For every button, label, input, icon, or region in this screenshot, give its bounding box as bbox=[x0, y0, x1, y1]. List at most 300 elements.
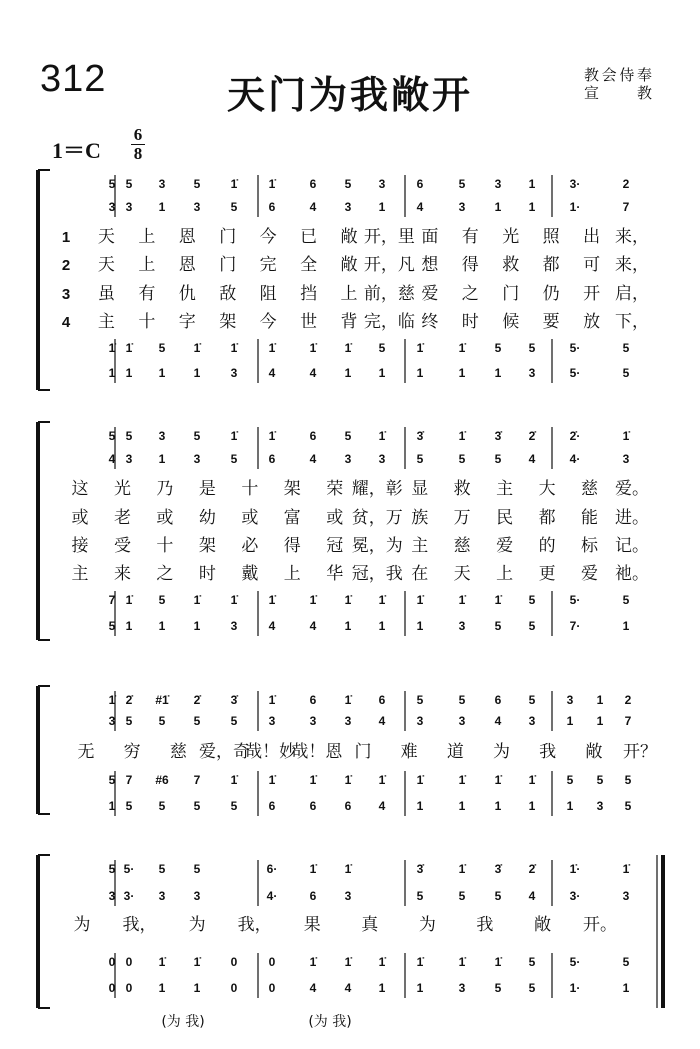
lyric-syllable: 上 bbox=[138, 255, 156, 275]
melody-note: 1̇ bbox=[344, 693, 352, 707]
lyric-syllable: 敞 bbox=[585, 742, 603, 762]
lyric-syllable: 或 bbox=[241, 508, 259, 528]
lyric-syllable: 架 bbox=[198, 536, 216, 556]
melody-note: 3 bbox=[344, 200, 352, 214]
bass-note: 1 bbox=[193, 366, 201, 380]
lyric-syllable: 无 bbox=[77, 742, 95, 762]
bass-note: 1̇ bbox=[230, 341, 238, 355]
lyric-syllable: 光 bbox=[113, 479, 131, 499]
bass-note: 1̇ bbox=[158, 955, 166, 969]
bass-note: 6 bbox=[268, 799, 276, 813]
lyric-syllable: 冠 bbox=[326, 536, 344, 556]
echo-annotation: (为 我) bbox=[308, 1014, 352, 1030]
credit-source: 宣 教 bbox=[584, 84, 652, 102]
lyric-syllable: 为 bbox=[418, 915, 436, 935]
lyric-syllable: 必 bbox=[241, 536, 259, 556]
bass-note: 1̇ bbox=[125, 341, 133, 355]
melody-note: 5 bbox=[125, 177, 133, 191]
melody-note: 6 bbox=[378, 693, 386, 707]
bass-note: 5 bbox=[528, 619, 536, 633]
bass-note: 7 bbox=[108, 593, 116, 607]
hymn-title: 天门为我敞开 bbox=[226, 73, 473, 117]
melody-note: 5 bbox=[193, 714, 201, 728]
melody-note: 6 bbox=[268, 452, 276, 466]
melody-note: 1̇ bbox=[378, 429, 386, 443]
bass-note: 1̇ bbox=[458, 955, 466, 969]
bass-note: 4 bbox=[268, 366, 276, 380]
lyric-syllable: 上 bbox=[283, 564, 301, 584]
lyric-syllable: 开？ bbox=[623, 742, 657, 762]
melody-note: 3 bbox=[158, 889, 166, 903]
lyric-syllable: 爱，奇 bbox=[199, 742, 250, 762]
melody-note: 4 bbox=[378, 714, 386, 728]
melody-note: 5 bbox=[230, 200, 238, 214]
lyric-syllable: 门 bbox=[219, 227, 237, 247]
lyric-syllable: 开 bbox=[583, 284, 601, 304]
bass-note: 4 bbox=[344, 981, 352, 995]
melody-note: 3 bbox=[193, 200, 201, 214]
lyric-syllable: 难 bbox=[400, 742, 418, 762]
bass-note: 1 bbox=[378, 619, 386, 633]
lyric-syllable: 照 bbox=[542, 227, 560, 247]
bass-note: 1 bbox=[458, 799, 466, 813]
melody-note: 3 bbox=[344, 889, 352, 903]
lyric-syllable: 万 bbox=[453, 508, 471, 528]
bass-note: 4 bbox=[309, 619, 317, 633]
lyric-syllable: 受 bbox=[113, 536, 131, 556]
melody-note: 5 bbox=[344, 429, 352, 443]
bass-note: 5 bbox=[125, 799, 133, 813]
melody-note: 5 bbox=[344, 177, 352, 191]
melody-note: 3 bbox=[344, 714, 352, 728]
bass-note: 1 bbox=[494, 799, 502, 813]
hymn-number: 312 bbox=[40, 58, 107, 100]
melody-note: 3 bbox=[158, 177, 166, 191]
lyric-syllable: 仇 bbox=[178, 284, 196, 304]
lyric-syllable: 开。 bbox=[583, 915, 617, 935]
bass-note: 1 bbox=[416, 619, 424, 633]
melody-note: 1̇ bbox=[108, 693, 116, 707]
melody-note: 5 bbox=[108, 177, 116, 191]
lyric-syllable: 或 bbox=[71, 508, 89, 528]
lyric-syllable: 慈 bbox=[581, 479, 599, 499]
melody-note: 6· bbox=[266, 862, 278, 876]
lyric-syllable: 之 bbox=[461, 284, 479, 304]
bass-note: 5 bbox=[158, 341, 166, 355]
lyric-syllable: 华 bbox=[326, 564, 344, 584]
lyric-syllable: 穷 bbox=[123, 742, 141, 762]
bass-note: 1̇ bbox=[458, 773, 466, 787]
bass-note: 1̇ bbox=[344, 955, 352, 969]
lyric-syllable: 在 bbox=[411, 564, 429, 584]
lyric-syllable: 上 bbox=[496, 564, 514, 584]
melody-note: 6 bbox=[268, 200, 276, 214]
melody-note: 1̇ bbox=[230, 177, 238, 191]
melody-note: 1 bbox=[596, 714, 604, 728]
lyric-syllable: 贫，万 bbox=[351, 508, 403, 528]
melody-note: 5· bbox=[123, 862, 135, 876]
bass-note: 0 bbox=[125, 981, 133, 995]
bass-note: 5 bbox=[622, 955, 630, 969]
melody-note: 5 bbox=[193, 177, 201, 191]
bass-note: 1̇ bbox=[378, 593, 386, 607]
meter-denominator: 8 bbox=[133, 144, 143, 163]
melody-note: 5 bbox=[108, 862, 116, 876]
lyric-syllable: 爱 bbox=[496, 536, 514, 556]
bass-note: 1 bbox=[494, 366, 502, 380]
lyric-syllable: 主 bbox=[97, 312, 115, 332]
lyric-syllable: 已 bbox=[300, 227, 318, 247]
melody-note: 3 bbox=[108, 200, 116, 214]
melody-note: 1 bbox=[528, 177, 536, 191]
lyric-syllable: 上 bbox=[138, 227, 156, 247]
bass-note: 1̇ bbox=[344, 341, 352, 355]
bass-note: 5 bbox=[624, 799, 632, 813]
melody-note: 4 bbox=[108, 452, 116, 466]
melody-note: 5 bbox=[125, 714, 133, 728]
melody-note: 1· bbox=[569, 200, 581, 214]
bass-note: 1 bbox=[622, 981, 630, 995]
lyric-syllable: 天 bbox=[97, 227, 115, 247]
melody-note: 1̇ bbox=[622, 862, 630, 876]
lyric-syllable: 冕，为 bbox=[351, 536, 403, 556]
bass-note: 1̇ bbox=[458, 593, 466, 607]
bass-note: 1̇ bbox=[416, 773, 424, 787]
bass-note: 1̇ bbox=[494, 773, 502, 787]
lyric-syllable: 更 bbox=[538, 564, 556, 584]
lyric-syllable: 终 bbox=[421, 312, 439, 332]
lyric-syllable: 显 bbox=[411, 479, 429, 499]
lyric-syllable: 果 bbox=[303, 915, 321, 935]
bass-note: 1̇ bbox=[309, 341, 317, 355]
bass-note: 0 bbox=[108, 955, 116, 969]
bass-note: 1̇ bbox=[268, 341, 276, 355]
lyric-syllable: 这 bbox=[71, 479, 89, 499]
melody-note: 2̇ bbox=[193, 693, 201, 707]
bass-note: 5 bbox=[528, 981, 536, 995]
lyric-syllable: 十 bbox=[138, 312, 156, 332]
melody-note: 6 bbox=[494, 693, 502, 707]
lyric-syllable: 阻 bbox=[259, 284, 277, 304]
melody-note: 5 bbox=[458, 889, 466, 903]
melody-note: 3 bbox=[344, 452, 352, 466]
bass-note: 1 bbox=[125, 619, 133, 633]
lyric-syllable: 有 bbox=[138, 284, 156, 304]
melody-note: 3 bbox=[158, 429, 166, 443]
bass-note: 1̇ bbox=[458, 341, 466, 355]
lyric-syllable: 敌 bbox=[219, 284, 237, 304]
bass-note: 1̇ bbox=[230, 593, 238, 607]
melody-note: 3 bbox=[416, 714, 424, 728]
bass-note: 5· bbox=[569, 366, 581, 380]
melody-note: 3 bbox=[622, 452, 630, 466]
lyric-syllable: 完 bbox=[259, 255, 277, 275]
bass-note: 1̇ bbox=[378, 773, 386, 787]
bass-note: 5 bbox=[622, 366, 630, 380]
melody-note: 5 bbox=[458, 452, 466, 466]
bass-note: 7 bbox=[125, 773, 133, 787]
lyric-syllable: 接 bbox=[71, 536, 89, 556]
bass-note: 1· bbox=[569, 981, 581, 995]
lyric-syllable: 真 bbox=[361, 915, 379, 935]
bass-note: 1 bbox=[108, 366, 116, 380]
credit-author: 教会侍奉 bbox=[584, 66, 652, 84]
bass-note: 5 bbox=[193, 799, 201, 813]
lyric-syllable: 今 bbox=[259, 227, 277, 247]
melody-note: 1 bbox=[378, 200, 386, 214]
melody-note: 6 bbox=[309, 429, 317, 443]
bass-note: 1̇ bbox=[268, 773, 276, 787]
melody-note: 3̇ bbox=[494, 862, 502, 876]
lyric-syllable: 面 bbox=[421, 227, 439, 247]
bass-note: 1̇ bbox=[309, 593, 317, 607]
bass-note: 1 bbox=[416, 366, 424, 380]
bass-note: 1̇ bbox=[193, 593, 201, 607]
bass-note: 1 bbox=[108, 799, 116, 813]
lyric-syllable: 哉！恩 bbox=[291, 742, 343, 762]
bass-note: 5 bbox=[494, 619, 502, 633]
melody-note: #1̇ bbox=[155, 693, 169, 707]
bass-note: 1 bbox=[378, 366, 386, 380]
melody-note: 5 bbox=[416, 452, 424, 466]
lyric-syllable: 得 bbox=[461, 255, 479, 275]
melody-note: 7 bbox=[622, 200, 630, 214]
melody-note: 3 bbox=[458, 714, 466, 728]
bass-note: 1 bbox=[566, 799, 574, 813]
bass-note: 1̇ bbox=[230, 773, 238, 787]
bass-note: 3 bbox=[458, 619, 466, 633]
melody-note: 3 bbox=[378, 177, 386, 191]
lyric-syllable: 救 bbox=[502, 255, 520, 275]
melody-note: 1̇ bbox=[268, 429, 276, 443]
lyric-syllable: 为 bbox=[73, 915, 91, 935]
bass-note: 5· bbox=[569, 955, 581, 969]
melody-note: 5 bbox=[458, 693, 466, 707]
lyric-syllable: 我， bbox=[122, 915, 157, 935]
bass-note: 5 bbox=[494, 341, 502, 355]
melody-note: 5 bbox=[158, 862, 166, 876]
lyric-syllable: 想 bbox=[421, 255, 439, 275]
bass-note: 4 bbox=[378, 799, 386, 813]
lyric-syllable: 冠，我 bbox=[351, 564, 403, 584]
bass-note: 1 bbox=[416, 981, 424, 995]
lyric-syllable: 戴 bbox=[241, 564, 259, 584]
lyric-syllable: 前，慈 bbox=[363, 284, 415, 304]
lyric-syllable: 架 bbox=[219, 312, 237, 332]
melody-note: 1 bbox=[158, 452, 166, 466]
bass-note: 4 bbox=[309, 366, 317, 380]
bass-note: 1̇ bbox=[193, 955, 201, 969]
lyric-syllable: 世 bbox=[300, 312, 318, 332]
bass-note: 1̇ bbox=[193, 341, 201, 355]
melody-note: 4 bbox=[494, 714, 502, 728]
bass-note: 1̇ bbox=[344, 773, 352, 787]
bass-note: 1 bbox=[378, 981, 386, 995]
bass-note: 1 bbox=[344, 366, 352, 380]
bass-note: 3 bbox=[458, 981, 466, 995]
lyric-syllable: 主 bbox=[71, 564, 89, 584]
melody-note: 3̇ bbox=[494, 429, 502, 443]
lyric-syllable: 字 bbox=[178, 312, 196, 332]
lyric-syllable: 来 bbox=[113, 564, 131, 584]
lyric-syllable: 或 bbox=[156, 508, 174, 528]
lyric-syllable: 仍 bbox=[542, 284, 560, 304]
melody-note: 4· bbox=[569, 452, 581, 466]
melody-note: 5 bbox=[494, 452, 502, 466]
lyric-syllable: 富 bbox=[283, 508, 301, 528]
bass-note: 3 bbox=[596, 799, 604, 813]
melody-note: 3 bbox=[378, 452, 386, 466]
melody-note: 3 bbox=[494, 177, 502, 191]
lyric-syllable: 爱 bbox=[581, 564, 599, 584]
lyric-syllable: 完，临 bbox=[363, 312, 415, 332]
lyric-syllable: 天 bbox=[453, 564, 471, 584]
bass-note: 1 bbox=[158, 981, 166, 995]
lyric-syllable: 记。 bbox=[615, 536, 649, 556]
bass-note: 1̇ bbox=[528, 773, 536, 787]
lyric-syllable: 门 bbox=[354, 742, 372, 762]
bass-note: 5 bbox=[108, 619, 116, 633]
lyric-syllable: 挡 bbox=[300, 284, 318, 304]
melody-note: 3 bbox=[125, 452, 133, 466]
lyric-syllable: 都 bbox=[538, 508, 556, 528]
bass-note: 1̇ bbox=[309, 955, 317, 969]
lyric-syllable: 开，里 bbox=[363, 227, 415, 247]
bass-note: 1 bbox=[528, 799, 536, 813]
bass-note: 1 bbox=[193, 619, 201, 633]
lyric-syllable: 我， bbox=[237, 915, 272, 935]
bass-note: 5 bbox=[158, 799, 166, 813]
lyric-syllable: 是 bbox=[198, 479, 216, 499]
lyric-syllable: 可 bbox=[583, 255, 601, 275]
bass-note: 5 bbox=[622, 341, 630, 355]
melody-note: 5 bbox=[193, 429, 201, 443]
bass-note: 1 bbox=[622, 619, 630, 633]
melody-note: 2̇ bbox=[125, 693, 133, 707]
melody-note: 1̇ bbox=[309, 862, 317, 876]
melody-note: 3 bbox=[566, 693, 574, 707]
bass-note: 3 bbox=[230, 619, 238, 633]
melody-note: 2 bbox=[624, 693, 632, 707]
bass-note: 1 bbox=[416, 799, 424, 813]
bass-note: 0 bbox=[268, 981, 276, 995]
lyric-syllable: 或 bbox=[326, 508, 344, 528]
echo-annotation: (为 我) bbox=[161, 1014, 205, 1030]
bass-note: 0 bbox=[268, 955, 276, 969]
lyric-syllable: 爱 bbox=[421, 284, 439, 304]
lyric-syllable: 全 bbox=[300, 255, 318, 275]
bass-note: 7· bbox=[569, 619, 581, 633]
bass-note: 1̇ bbox=[416, 593, 424, 607]
melody-note: 3· bbox=[123, 889, 135, 903]
lyric-syllable: 敞 bbox=[533, 915, 551, 935]
lyric-syllable: 进。 bbox=[615, 508, 649, 528]
bass-note: 1̇ bbox=[344, 593, 352, 607]
melody-note: 5 bbox=[416, 693, 424, 707]
bass-note: #6 bbox=[155, 773, 169, 787]
lyric-syllable: 大 bbox=[538, 479, 556, 499]
verse-number: 1 bbox=[61, 229, 71, 246]
lyric-syllable: 我 bbox=[539, 742, 557, 762]
lyric-syllable: 门 bbox=[219, 255, 237, 275]
lyric-syllable: 得 bbox=[283, 536, 301, 556]
bass-note: 3 bbox=[528, 366, 536, 380]
bass-note: 0 bbox=[125, 955, 133, 969]
lyric-syllable: 敞 bbox=[340, 227, 358, 247]
melody-note: 3 bbox=[528, 714, 536, 728]
bass-note: 1̇ bbox=[494, 593, 502, 607]
lyric-syllable: 出 bbox=[583, 227, 601, 247]
lyric-syllable: 能 bbox=[581, 508, 599, 528]
melody-note: 4 bbox=[528, 889, 536, 903]
melody-note: 3 bbox=[622, 889, 630, 903]
bass-note: 5 bbox=[566, 773, 574, 787]
melody-note: 6 bbox=[416, 177, 424, 191]
melody-note: 1̇ bbox=[268, 693, 276, 707]
lyric-syllable: 时 bbox=[198, 564, 216, 584]
bass-note: 1 bbox=[458, 366, 466, 380]
lyric-syllable: 开，凡 bbox=[363, 255, 415, 275]
lyric-syllable: 老 bbox=[113, 508, 131, 528]
melody-note: 5 bbox=[193, 862, 201, 876]
bass-note: 5 bbox=[528, 341, 536, 355]
bass-note: 0 bbox=[230, 955, 238, 969]
melody-note: 3̇ bbox=[230, 693, 238, 707]
melody-note: 1̇ bbox=[622, 429, 630, 443]
melody-note: 3 bbox=[193, 452, 201, 466]
lyric-syllable: 要 bbox=[542, 312, 560, 332]
lyric-syllable: 背 bbox=[340, 312, 358, 332]
melody-note: 5 bbox=[528, 693, 536, 707]
lyric-syllable: 恩 bbox=[178, 227, 196, 247]
lyric-syllable: 放 bbox=[583, 312, 601, 332]
melody-note: 1̇· bbox=[569, 862, 581, 876]
melody-note: 3 bbox=[458, 200, 466, 214]
melody-note: 7 bbox=[624, 714, 632, 728]
melody-note: 5 bbox=[416, 889, 424, 903]
melody-note: 3 bbox=[108, 714, 116, 728]
bass-note: 5 bbox=[596, 773, 604, 787]
bass-note: 5· bbox=[569, 593, 581, 607]
bass-note: 1̇ bbox=[125, 593, 133, 607]
lyric-syllable: 有 bbox=[461, 227, 479, 247]
melody-note: 3̇ bbox=[416, 429, 424, 443]
bass-note: 7 bbox=[193, 773, 201, 787]
bass-note: 6 bbox=[309, 799, 317, 813]
melody-note: 2̇· bbox=[569, 429, 581, 443]
bass-note: 6 bbox=[344, 799, 352, 813]
melody-note: 3· bbox=[569, 889, 581, 903]
lyric-syllable: 恩 bbox=[178, 255, 196, 275]
melody-note: 4 bbox=[309, 452, 317, 466]
lyric-syllable: 乃 bbox=[156, 479, 174, 499]
bass-note: 5 bbox=[378, 341, 386, 355]
melody-note: 1 bbox=[494, 200, 502, 214]
melody-note: 2̇ bbox=[528, 429, 536, 443]
lyric-syllable: 来， bbox=[615, 227, 649, 247]
bass-note: 5· bbox=[569, 341, 581, 355]
melody-note: 6 bbox=[309, 889, 317, 903]
meter-numerator: 6 bbox=[133, 125, 143, 144]
bass-note: 1̇ bbox=[268, 593, 276, 607]
bass-note: 5 bbox=[622, 593, 630, 607]
bass-note: 1 bbox=[125, 366, 133, 380]
lyric-syllable: 的 bbox=[538, 536, 556, 556]
lyric-syllable: 架 bbox=[283, 479, 301, 499]
bass-note: 1 bbox=[344, 619, 352, 633]
lyric-syllable: 族 bbox=[411, 508, 429, 528]
lyric-syllable: 启， bbox=[615, 284, 649, 304]
